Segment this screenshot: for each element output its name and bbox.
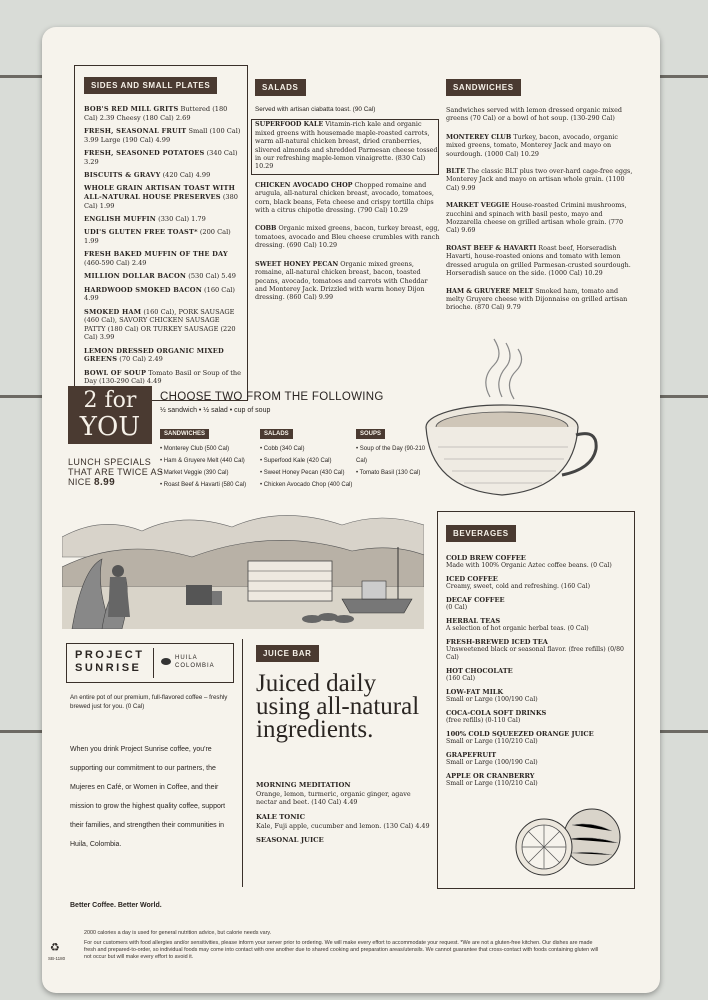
sunrise-slogan: Better Coffee. Better World. xyxy=(70,902,162,909)
footer-allergy: For our customers with food allergies and/or sensitivities, please inform your server prior to ordering. We will make every effort to accommodate your request. *We are not a gluten-free kitchen. Our dishes are made fresh and prepared-to-order, so individual foods may come into contact with one another due to shared cooking and preparation areas/utensils. We cannot guarantee that cross-contact with foods containing gluten will not occur but will make every effort to avoid it. xyxy=(84,940,599,960)
side-item-name: MILLION DOLLAR BACON xyxy=(84,272,187,281)
juice-desc: Orange, lemon, turmeric, organic ginger, agave nectar and beet. (140 Cal) 4.49 xyxy=(256,790,411,807)
side-item-detail: Small (100 Cal) 3.99 Large (190 Cal) 4.99 xyxy=(84,126,241,144)
salad-item-desc: Organic mixed greens, bacon, turkey breast, egg, tomatoes, avocado and Bleu cheese crumbles with ranch dressing. (690 Cal) 10.29 xyxy=(255,224,440,250)
side-item-name: BOB'S RED MILL GRITS xyxy=(84,105,179,113)
juice-desc: Kale, Fuji apple, cucumber and lemon. (130 Cal) 4.49 xyxy=(256,821,430,830)
side-item-name: BOWL OF SOUP xyxy=(84,368,147,377)
side-item xyxy=(84,272,242,281)
tagline-price: 8.99 xyxy=(94,477,116,488)
combo-salads xyxy=(260,420,360,491)
salad-item xyxy=(255,181,441,215)
side-item-name: SMOKED HAM xyxy=(84,307,142,316)
combo-item: • Market Veggie (390 Cal) xyxy=(160,470,229,476)
side-item-name: FRESH, SEASONAL FRUIT xyxy=(84,126,187,135)
footer-code: SB-1180 xyxy=(48,956,66,961)
side-item-name: WHOLE GRAIN ARTISAN TOAST WITH ALL-NATURAL HOUSE PRESERVES xyxy=(84,184,235,201)
sandwich-item xyxy=(446,287,638,312)
combo-salads-header: SALADS xyxy=(260,429,293,439)
side-item-detail: Buttered (180 Cal) 2.39 Cheesy (180 Cal) 2.69 xyxy=(84,105,228,122)
superfood-highlight-box xyxy=(251,119,439,175)
combo-sandwiches-list xyxy=(160,443,260,491)
beverage-name: HERBAL TEAS xyxy=(446,617,501,625)
side-item-detail: (330 Cal) 1.79 xyxy=(158,214,206,223)
side-item-detail: Tomato Basil or Soup of the Day (130-290 Cal) 4.49 xyxy=(84,368,242,386)
beverage-desc: (0 Cal) xyxy=(446,604,468,611)
combo-item: • Sweet Honey Pecan (430 Cal) xyxy=(260,470,345,476)
side-item-detail: (200 Cal) 1.99 xyxy=(84,228,231,245)
combo-salads-list xyxy=(260,443,360,491)
side-item-detail: (160 Cal) 4.99 xyxy=(84,285,235,303)
combo-item: • Soup of the Day (90-210 Cal) xyxy=(356,446,426,464)
combo-item: • Monterey Club (500 Cal) xyxy=(160,446,230,452)
footer-calories: 2000 calories a day is used for general nutrition advice, but calorie needs vary. xyxy=(84,930,272,936)
side-item-detail: (530 Cal) 5.49 xyxy=(188,272,236,281)
sides-list xyxy=(84,105,242,386)
side-item xyxy=(84,250,242,267)
sandwiches-section xyxy=(446,75,638,321)
beverage-name: GRAPEFRUIT xyxy=(446,751,497,759)
salad-item-name: SWEET HONEY PECAN xyxy=(255,259,339,268)
combo-soups-header: SOUPS xyxy=(356,429,385,439)
sandwich-item-name: ROAST BEEF & HAVARTI xyxy=(446,243,537,252)
side-item xyxy=(84,171,242,180)
beverage-desc: A selection of hot organic herbal teas. (0 Cal) xyxy=(446,625,589,632)
two-for-you-tagline xyxy=(68,457,164,488)
beverage-name: HOT CHOCOLATE xyxy=(446,667,513,675)
salad-item-name: SUPERFOOD KALE xyxy=(255,120,324,129)
beverages-header: BEVERAGES xyxy=(446,525,516,542)
salad-item xyxy=(255,260,441,302)
combo-item: • Tomato Basil (130 Cal) xyxy=(356,470,421,476)
sandwich-item-name: HAM & GRUYERE MELT xyxy=(446,286,534,295)
salad-item xyxy=(255,224,441,249)
sunrise-divider xyxy=(153,648,154,678)
juice-list xyxy=(256,781,432,845)
sandwiches-list xyxy=(446,133,638,312)
side-item xyxy=(84,286,242,303)
partner-mark xyxy=(175,654,215,670)
side-item-name: BISCUITS & GRAVY xyxy=(84,170,161,179)
two-for-you-title: CHOOSE TWO FROM THE FOLLOWING xyxy=(160,391,384,403)
beverage-desc: (160 Cal) xyxy=(446,675,476,682)
side-item-detail: (160 Cal), PORK SAUSAGE (460 Cal), SAVORY CHICKEN SAUSAGE PATTY (180 Cal) OR TURKEY SAUSAGE (220 Cal) 3.99 xyxy=(84,307,236,342)
side-item xyxy=(84,369,242,386)
menu-card xyxy=(42,27,660,993)
sandwich-item xyxy=(446,133,638,158)
sandwiches-header: SANDWICHES xyxy=(446,79,521,96)
partner-line2: COLOMBIA xyxy=(175,663,215,669)
salads-section xyxy=(255,75,441,312)
huila-coffee-icon xyxy=(161,658,171,665)
juice-headline: Juiced daily using all-natural ingredients. xyxy=(256,670,420,743)
beverages-list xyxy=(446,554,630,788)
side-item xyxy=(84,127,242,144)
sunrise-title-line1: PROJECT xyxy=(75,649,145,661)
sunrise-title xyxy=(75,649,144,675)
logo-top: 2 for xyxy=(83,388,137,413)
sides-section xyxy=(84,73,242,391)
side-item xyxy=(84,308,242,342)
side-item xyxy=(84,149,242,166)
combo-sandwiches xyxy=(160,420,260,491)
sunrise-body: When you drink Project Sunrise coffee, you're supporting our commitment to our partners, the Mujeres en Café, or Women in Coffee, and their mission to grow the highest quality coffee, support their families, and strengthen their communities in Huila, Colombia. xyxy=(70,746,226,848)
side-item-name: FRESH BAKED MUFFIN OF THE DAY xyxy=(84,250,228,259)
beverage-desc: Made with 100% Organic Aztec coffee beans. (0 Cal) xyxy=(446,562,612,569)
side-item-name: FRESH, SEASONED POTATOES xyxy=(84,148,205,157)
sandwich-item-name: MARKET VEGGIE xyxy=(446,201,510,210)
beverage-name: ICED COFFEE xyxy=(446,575,498,583)
side-item xyxy=(84,215,242,224)
beverage-desc: (free refills) (0-110 Cal) xyxy=(446,717,521,724)
beverage-desc: Creamy, sweet, cold and refreshing. (160 Cal) xyxy=(446,583,590,590)
beverage-name: APPLE OR CRANBERRY xyxy=(446,772,535,780)
logo-bottom: YOU xyxy=(79,412,141,442)
sandwich-item xyxy=(446,201,638,235)
side-item xyxy=(84,347,242,364)
side-item-name: HARDWOOD SMOKED BACON xyxy=(84,285,202,294)
salad-item-desc: Organic mixed greens, romaine, all-natural chicken breast, bacon, toasted pecans, avocado, tomatoes and carrots with Cheddar and Monterey Jack. Drizzled with warm honey Dijon dressing. (860 Cal) 9.99 xyxy=(255,259,428,302)
combo-item: • Ham & Gruyere Melt (440 Cal) xyxy=(160,458,245,464)
beverage-name: FRESH-BREWED ICED TEA xyxy=(446,638,548,646)
sandwich-item-name: BLTE xyxy=(446,167,465,176)
sandwich-item-desc: The classic BLT plus two over-hard cage-free eggs, Monterey Jack and mayo on artisan whole grain. (1100 Cal) 9.99 xyxy=(446,167,633,192)
tagline-text: LUNCH SPECIALS THAT ARE TWICE AS NICE xyxy=(68,457,164,487)
beverage-name: COCA-COLA SOFT DRINKS xyxy=(446,709,547,717)
sandwich-item-desc: Roast beef, Horseradish Havarti, house-roasted onions and tomato with lemon dressed arugula on grilled Parmesan-crusted sourdough. Horseradish sauce on the side. (1000 Cal) 10.29 xyxy=(446,243,631,278)
combo-sandwiches-header: SANDWICHES xyxy=(160,429,209,439)
sandwich-item xyxy=(446,244,638,278)
juice-name: KALE TONIC xyxy=(256,812,306,821)
side-item xyxy=(84,184,242,210)
sandwich-item-desc: House-roasted Crimini mushrooms, zucchini and spinach with basil pesto, mayo and Mozzarella cheese on grilled artisan whole grain. (770 Cal) 9.69 xyxy=(446,201,627,235)
combo-item: • Superfood Kale (420 Cal) xyxy=(260,458,332,464)
beverage-name: COLD BREW COFFEE xyxy=(446,554,526,562)
beverage-desc: Small or Large (100/190 Cal) xyxy=(446,759,538,766)
beverage-name: DECAF COFFEE xyxy=(446,596,505,604)
partner-line1: HUILA xyxy=(175,655,198,661)
salads-intro: Served with artisan ciabatta toast. (90 Cal) xyxy=(255,106,376,113)
salad-item-desc: Chopped romaine and arugula, all-natural chicken breast, avocado, tomatoes, corn, black beans, Feta cheese and crispy tortilla chips with a citrus chipotle dressing. (790 Cal) 10.29 xyxy=(255,180,434,215)
salad-item-name: COBB xyxy=(255,224,277,233)
two-for-you-subtitle: ½ sandwich • ½ salad • cup of soup xyxy=(160,407,271,414)
beverage-desc: Small or Large (110/210 Cal) xyxy=(446,780,538,787)
side-item-name: LEMON DRESSED ORGANIC MIXED GREENS xyxy=(84,346,224,364)
sandwich-item-desc: Smoked ham, tomato and melty Gruyere cheese with Dijonnaise on grilled artisan brioche. (870 Cal) 9.79 xyxy=(446,286,628,312)
two-for-you-logo xyxy=(68,386,152,444)
beverage-desc: Small or Large (110/210 Cal) xyxy=(446,738,538,745)
side-item-detail: (420 Cal) 4.99 xyxy=(162,170,211,179)
side-item xyxy=(84,228,242,245)
combo-item: • Chicken Avocado Chop (400 Cal) xyxy=(260,482,353,488)
sides-header: SIDES AND SMALL PLATES xyxy=(84,77,217,94)
combo-item: • Roast Beef & Havarti (580 Cal) xyxy=(160,482,247,488)
sandwich-item xyxy=(446,167,638,192)
juice-divider xyxy=(242,639,243,887)
juice-bar-section xyxy=(256,641,432,851)
sandwiches-intro: Sandwiches served with lemon dressed organic mixed greens (70 Cal) or a bowl of hot soup. (130-290 Cal) xyxy=(446,106,622,123)
beverages-section xyxy=(446,521,630,793)
side-item-detail: (70 Cal) 2.49 xyxy=(119,355,163,364)
sandwich-item-name: MONTEREY CLUB xyxy=(446,132,512,141)
side-item-name: ENGLISH MUFFIN xyxy=(84,214,157,223)
combo-item: • Cobb (340 Cal) xyxy=(260,446,305,452)
juice-name: SEASONAL JUICE xyxy=(256,836,324,845)
beverage-name: 100% COLD SQUEEZED ORANGE JUICE xyxy=(446,730,594,738)
sunrise-title-line2: SUNRISE xyxy=(75,662,142,674)
juice-name: MORNING MEDITATION xyxy=(256,781,351,789)
sandwich-item-desc: Turkey, bacon, avocado, organic mixed greens, tomato, Monterey Jack and mayo on sourdough. (1000 Cal) 10.29 xyxy=(446,132,618,158)
beverage-name: LOW-FAT MILK xyxy=(446,688,504,696)
salads-header: SALADS xyxy=(255,79,306,96)
side-item-detail: (460-590 Cal) 2.49 xyxy=(84,258,147,267)
salad-item-name: CHICKEN AVOCADO CHOP xyxy=(255,180,353,189)
salad-item-desc: Vitamin-rich kale and organic mixed greens with housemade maple-roasted carrots, warm all-natural chicken breast, dried cranberries, slivered almonds and shredded Parmesan cheese tossed in our refreshing maple-lemon vinaigrette. (830 Cal) 10.29 xyxy=(255,120,438,171)
side-item-detail: (380 Cal) 1.99 xyxy=(84,192,238,210)
coffee-farm-illustration xyxy=(62,507,424,629)
side-item-detail: (340 Cal) 3.29 xyxy=(84,148,238,166)
sunrise-intro: An entire pot of our premium, full-flavored coffee – freshly brewed just for you. (0 Cal) xyxy=(70,694,228,710)
recycle-icon: ♻ xyxy=(50,941,60,954)
beverage-desc: Unsweetened black or seasonal flavor. (free refills) (0/80 Cal) xyxy=(446,646,624,661)
side-item-name: UDI'S GLUTEN FREE TOAST* xyxy=(84,228,198,237)
project-sunrise-logo xyxy=(66,643,234,683)
juice-bar-header: JUICE BAR xyxy=(256,645,319,662)
orange-illustration xyxy=(512,805,622,877)
coffee-cup-illustration xyxy=(418,327,598,503)
beverage-desc: Small or Large (100/190 Cal) xyxy=(446,696,538,703)
side-item xyxy=(84,105,242,122)
